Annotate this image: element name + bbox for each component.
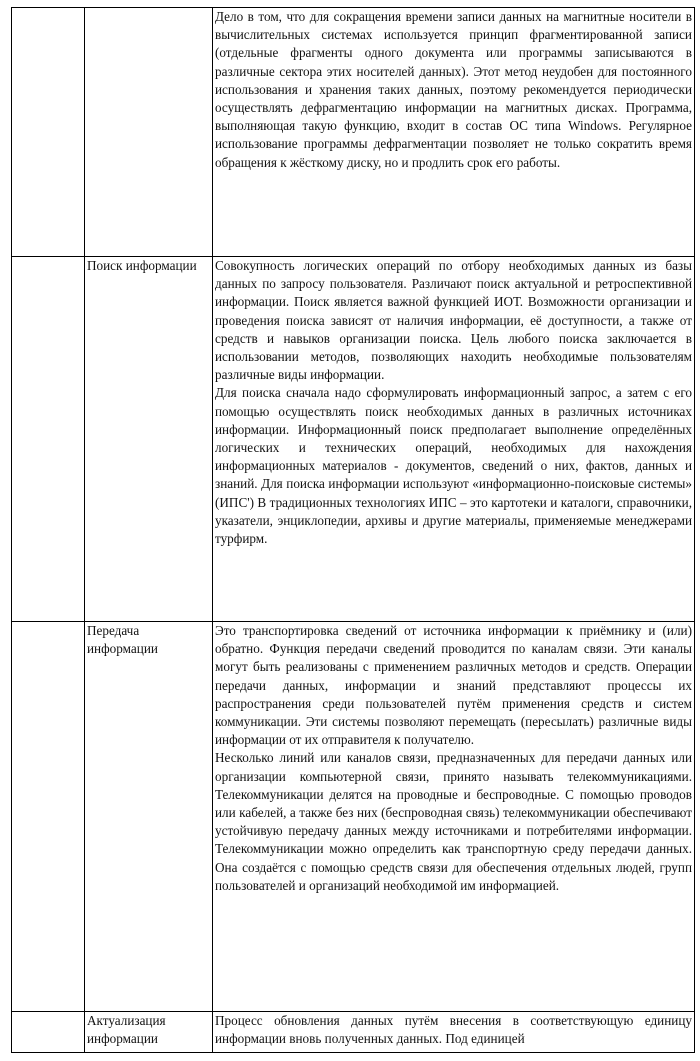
term-text: Передача информации — [87, 623, 158, 657]
definition-cell — [213, 8, 695, 257]
table-row — [12, 8, 695, 257]
table-row — [12, 1012, 695, 1053]
term-cell — [85, 257, 213, 622]
definition-paragraph: Для поиска сначала надо сформулировать информационный запрос, а затем с его помощью осуществлять поиск необходимых данных в различных источниках информации. Информационный поиск предполагает выполнение определённых логических и технических операций, необходимых для нахождения информационных материалов - документов, сведений о них, фактов, данных и знаний. Для поиска информации используют «информационно-поисковые системы» (ИПС') В традиционных технологиях ИПС – это картотеки и каталоги, справочники, указатели, энциклопедии, архивы и другие материалы, применяемые менеджерами турфирм. — [215, 385, 692, 547]
definition-cell — [213, 1012, 695, 1053]
definition-paragraph: Это транспортировка сведений от источника информации к приёмнику и (или) обратно. Функция передачи сведений проводится по каналам связи. Эти каналы могут быть реализованы с применением различных методов и средств. Операции передачи данных, информации и знаний представляют процессы их распространения среди пользователей путём применения средств и систем коммуникации. Эти системы позволяют перемещать (пересылать) различные виды информации от их отправителя к получателю. — [215, 623, 692, 748]
definition-paragraph: Несколько линий или каналов связи, предназначенных для передачи данных или организации компьютерной связи, принято называть телекоммуникациями. Телекоммуникации делятся на проводные и беспроводные. С помощью проводов или кабелей, а также без них (беспроводная связь) телекоммуникации обеспечивают устойчивую передачу данных между источниками и потребителями информации. Телекоммуникации можно определить как транспортную среду передачи данных. Она создаётся с помощью средств связи для обеспечения отдельных людей, групп пользователей и организаций необходимой им информацией. — [215, 750, 692, 893]
term-cell — [85, 622, 213, 1012]
empty-cell — [12, 8, 85, 257]
table-row — [12, 622, 695, 1012]
term-text: Поиск информации — [87, 258, 197, 273]
term-text: Актуализация информации — [87, 1013, 166, 1047]
definition-cell — [213, 622, 695, 1012]
glossary-table — [11, 7, 695, 1053]
table-row — [12, 257, 695, 622]
empty-cell — [12, 622, 85, 1012]
empty-cell — [12, 1012, 85, 1053]
definition-cell — [213, 257, 695, 622]
term-cell — [85, 8, 213, 257]
definition-paragraph: Совокупность логических операций по отбору необходимых данных из базы данных по запросу пользователя. Различают поиск актуальной и ретроспективной информации. Поиск является важной функцией ИОТ. Возможности организации и проведения поиска зависят от наличия информации, её доступности, а также от средств и навыков организации поиска. Цель любого поиска заключается в использовании методов, позволяющих находить необходимые пользователям различные виды информации. — [215, 258, 692, 383]
definition-paragraph: Дело в том, что для сокращения времени записи данных на магнитные носители в вычислительных системах используется принцип фрагментированной записи (отдельные фрагменты одного документа или программы записываются в различные сектора этих носителей данных). Этот метод неудобен для постоянного использования и хранения таких данных, поэтому рекомендуется периодически осуществлять дефрагментацию информации на магнитных дисках. Программа, выполняющая такую функцию, входит в состав ОС типа Windows. Регулярное использование программы дефрагментации позволяет не только сократить время обращения к жёсткому диску, но и продлить срок его работы. — [215, 9, 692, 170]
definition-paragraph: Процесс обновления данных путём внесения в соответствующую единицу информации вновь полученных данных. Под единицей — [215, 1013, 692, 1047]
term-cell — [85, 1012, 213, 1053]
empty-cell — [12, 257, 85, 622]
